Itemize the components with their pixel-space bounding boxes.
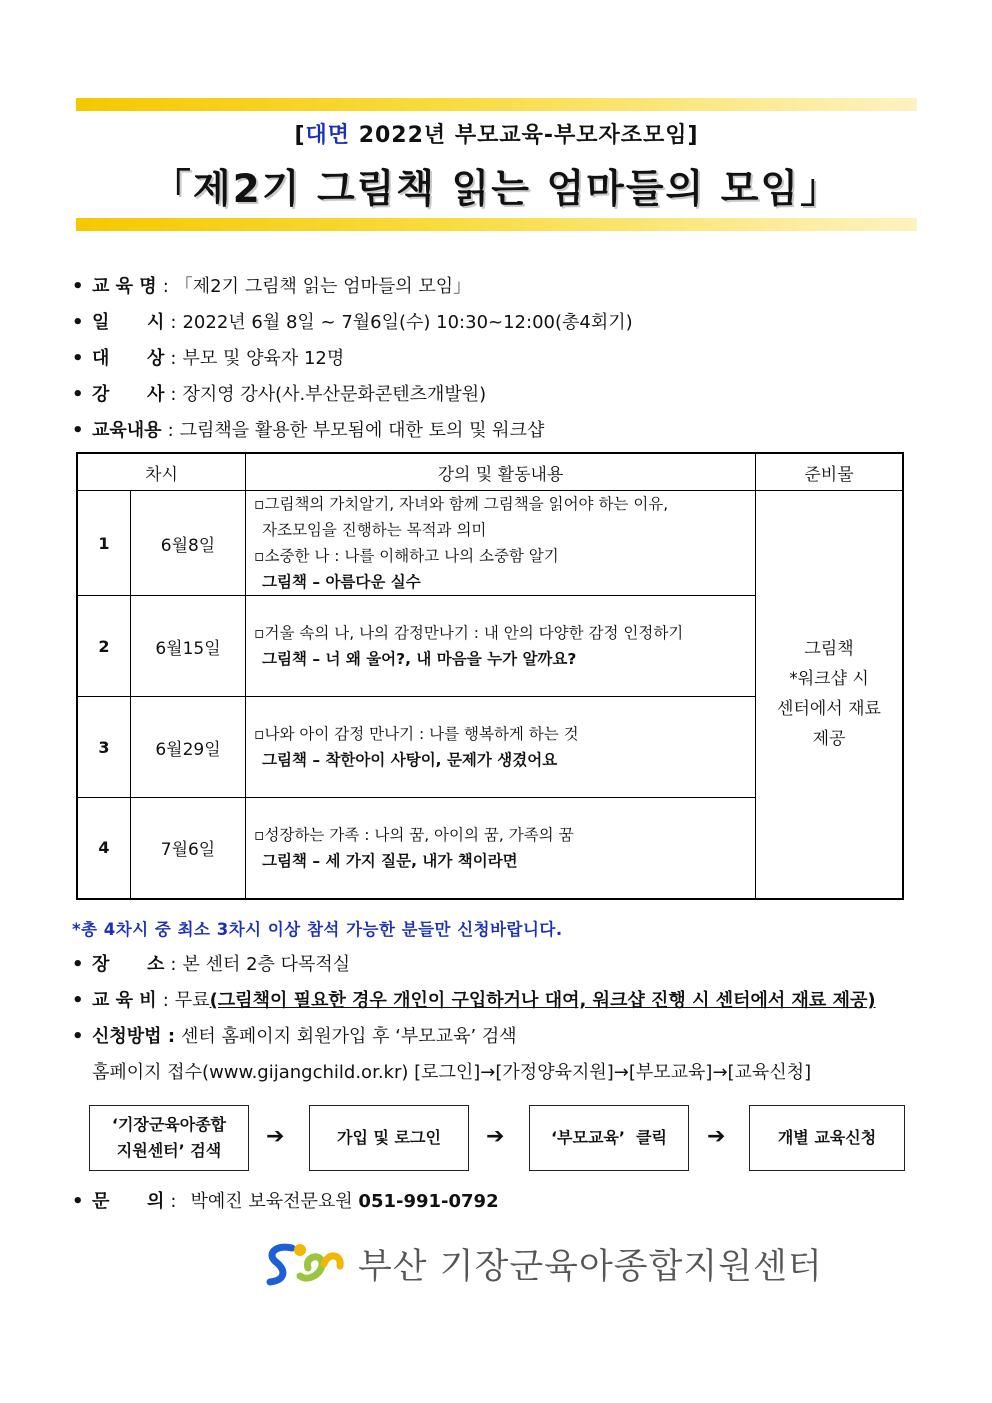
footer-logo	[262, 1238, 823, 1290]
arrow-right-icon: ➔	[266, 1124, 285, 1149]
header-prep: 준비물	[756, 453, 904, 491]
flow-step-apply: 개별 교육신청	[749, 1105, 905, 1171]
bottom-decor-bar	[76, 218, 917, 231]
fee-note: (그림책이 필요한 경우 개인이 구입하거나 대여, 워크샵 진행 시 센터에서 재료 제공)	[209, 990, 876, 1011]
attendance-notice: *총 4차시 중 최소 3차시 이상 참석 가능한 분들만 신청바랍니다.	[72, 920, 563, 939]
document-subtitle: [대면 2022년 부모교육-부모자조모임]	[294, 123, 699, 148]
info-apply: • 신청방법 : 센터 홈페이지 회원가입 후 ‘부모교육’ 검색	[72, 1026, 517, 1047]
info-instructor: • 강 사 : 장지영 강사(사.부산문화콘텐츠개발원)	[72, 384, 487, 405]
table-header-row	[77, 453, 903, 491]
subtitle-highlight: 대면	[305, 123, 351, 148]
info-place: • 장 소 : 본 센터 2층 다목적실	[72, 954, 351, 975]
header-content: 강의 및 활동내용	[246, 453, 756, 491]
top-decor-bar	[76, 98, 917, 111]
flow-step-search: ‘기장군육아종합 지원센터’ 검색	[89, 1105, 249, 1171]
apply-path: 홈페이지 접수(www.gijangchild.or.kr) [로그인]→[가정양육지원]→[부모교육]→[교육신청]	[92, 1062, 812, 1083]
session-number: 2	[77, 596, 131, 697]
arrow-right-icon: ➔	[486, 1124, 505, 1149]
info-program: • 교 육 명 : 「제2기 그림책 읽는 엄마들의 모임」	[72, 276, 472, 297]
info-content: • 교육내용 : 그림책을 활용한 부모됨에 대한 토의 및 워크샵	[72, 420, 545, 441]
flow-step-click: ‘부모교육’ 클릭	[529, 1105, 689, 1171]
flow-step-login: 가입 및 로그인	[309, 1105, 469, 1171]
arrow-right-icon: ➔	[707, 1124, 726, 1149]
preparation-cell: 그림책 *워크샵 시 센터에서 재료 제공	[756, 491, 904, 899]
info-fee: • 교 육 비 : 무료(그림책이 필요한 경우 개인이 구입하거나 대여, 워크샵 진행 시 센터에서 재료 제공)	[72, 990, 876, 1011]
session-content: ▫그림책의 가치알기, 자녀와 함께 그림책을 읽어야 하는 이유, 자조모임을 진행하는 목적과 의미 ▫소중한 나 : 나를 이해하고 나의 소중함 알기 그림책 – 아름다운 실수	[246, 491, 756, 596]
document-title: 「제2기 그림책 읽는 엄마들의 모임」	[151, 167, 842, 212]
session-content: ▫성장하는 가족 : 나의 꿈, 아이의 꿈, 가족의 꿈 그림책 – 세 가지 질문, 내가 책이라면	[246, 798, 756, 899]
session-date: 7월6일	[131, 798, 246, 899]
center-logo-icon	[262, 1238, 348, 1290]
session-content: ▫나와 아이 감정 만나기 : 나를 행복하게 하는 것 그림책 – 착한아이 사탕이, 문제가 생겼어요	[246, 697, 756, 798]
session-date: 6월15일	[131, 596, 246, 697]
schedule-table	[76, 452, 904, 900]
table-row	[77, 491, 903, 596]
session-number: 1	[77, 491, 131, 596]
info-schedule: • 일 시 : 2022년 6월 8일 ~ 7월6일(수) 10:30~12:00(총4회기)	[72, 312, 633, 333]
center-name: 부산 기장군육아종합지원센터	[358, 1247, 823, 1287]
info-target: • 대 상 : 부모 및 양육자 12명	[72, 348, 345, 369]
contact-phone: 051-991-0792	[358, 1191, 499, 1212]
session-number: 4	[77, 798, 131, 899]
book-title: 그림책 – 세 가지 질문, 내가 책이라면	[262, 851, 518, 870]
session-date: 6월8일	[131, 491, 246, 596]
session-date: 6월29일	[131, 697, 246, 798]
session-content: ▫거울 속의 나, 나의 감정만나기 : 내 안의 다양한 감정 인정하기 그림책 – 너 왜 울어?, 내 마음을 누가 알까요?	[246, 596, 756, 697]
session-number: 3	[77, 697, 131, 798]
book-title: 그림책 – 착한아이 사탕이, 문제가 생겼어요	[262, 751, 558, 769]
header-session: 차시	[77, 453, 246, 491]
book-title: 그림책 – 아름다운 실수	[262, 573, 421, 591]
info-contact: • 문 의 : 박예진 보육전문요원 051-991-0792	[72, 1191, 499, 1212]
book-title: 그림책 – 너 왜 울어?, 내 마음을 누가 알까요?	[262, 650, 577, 668]
